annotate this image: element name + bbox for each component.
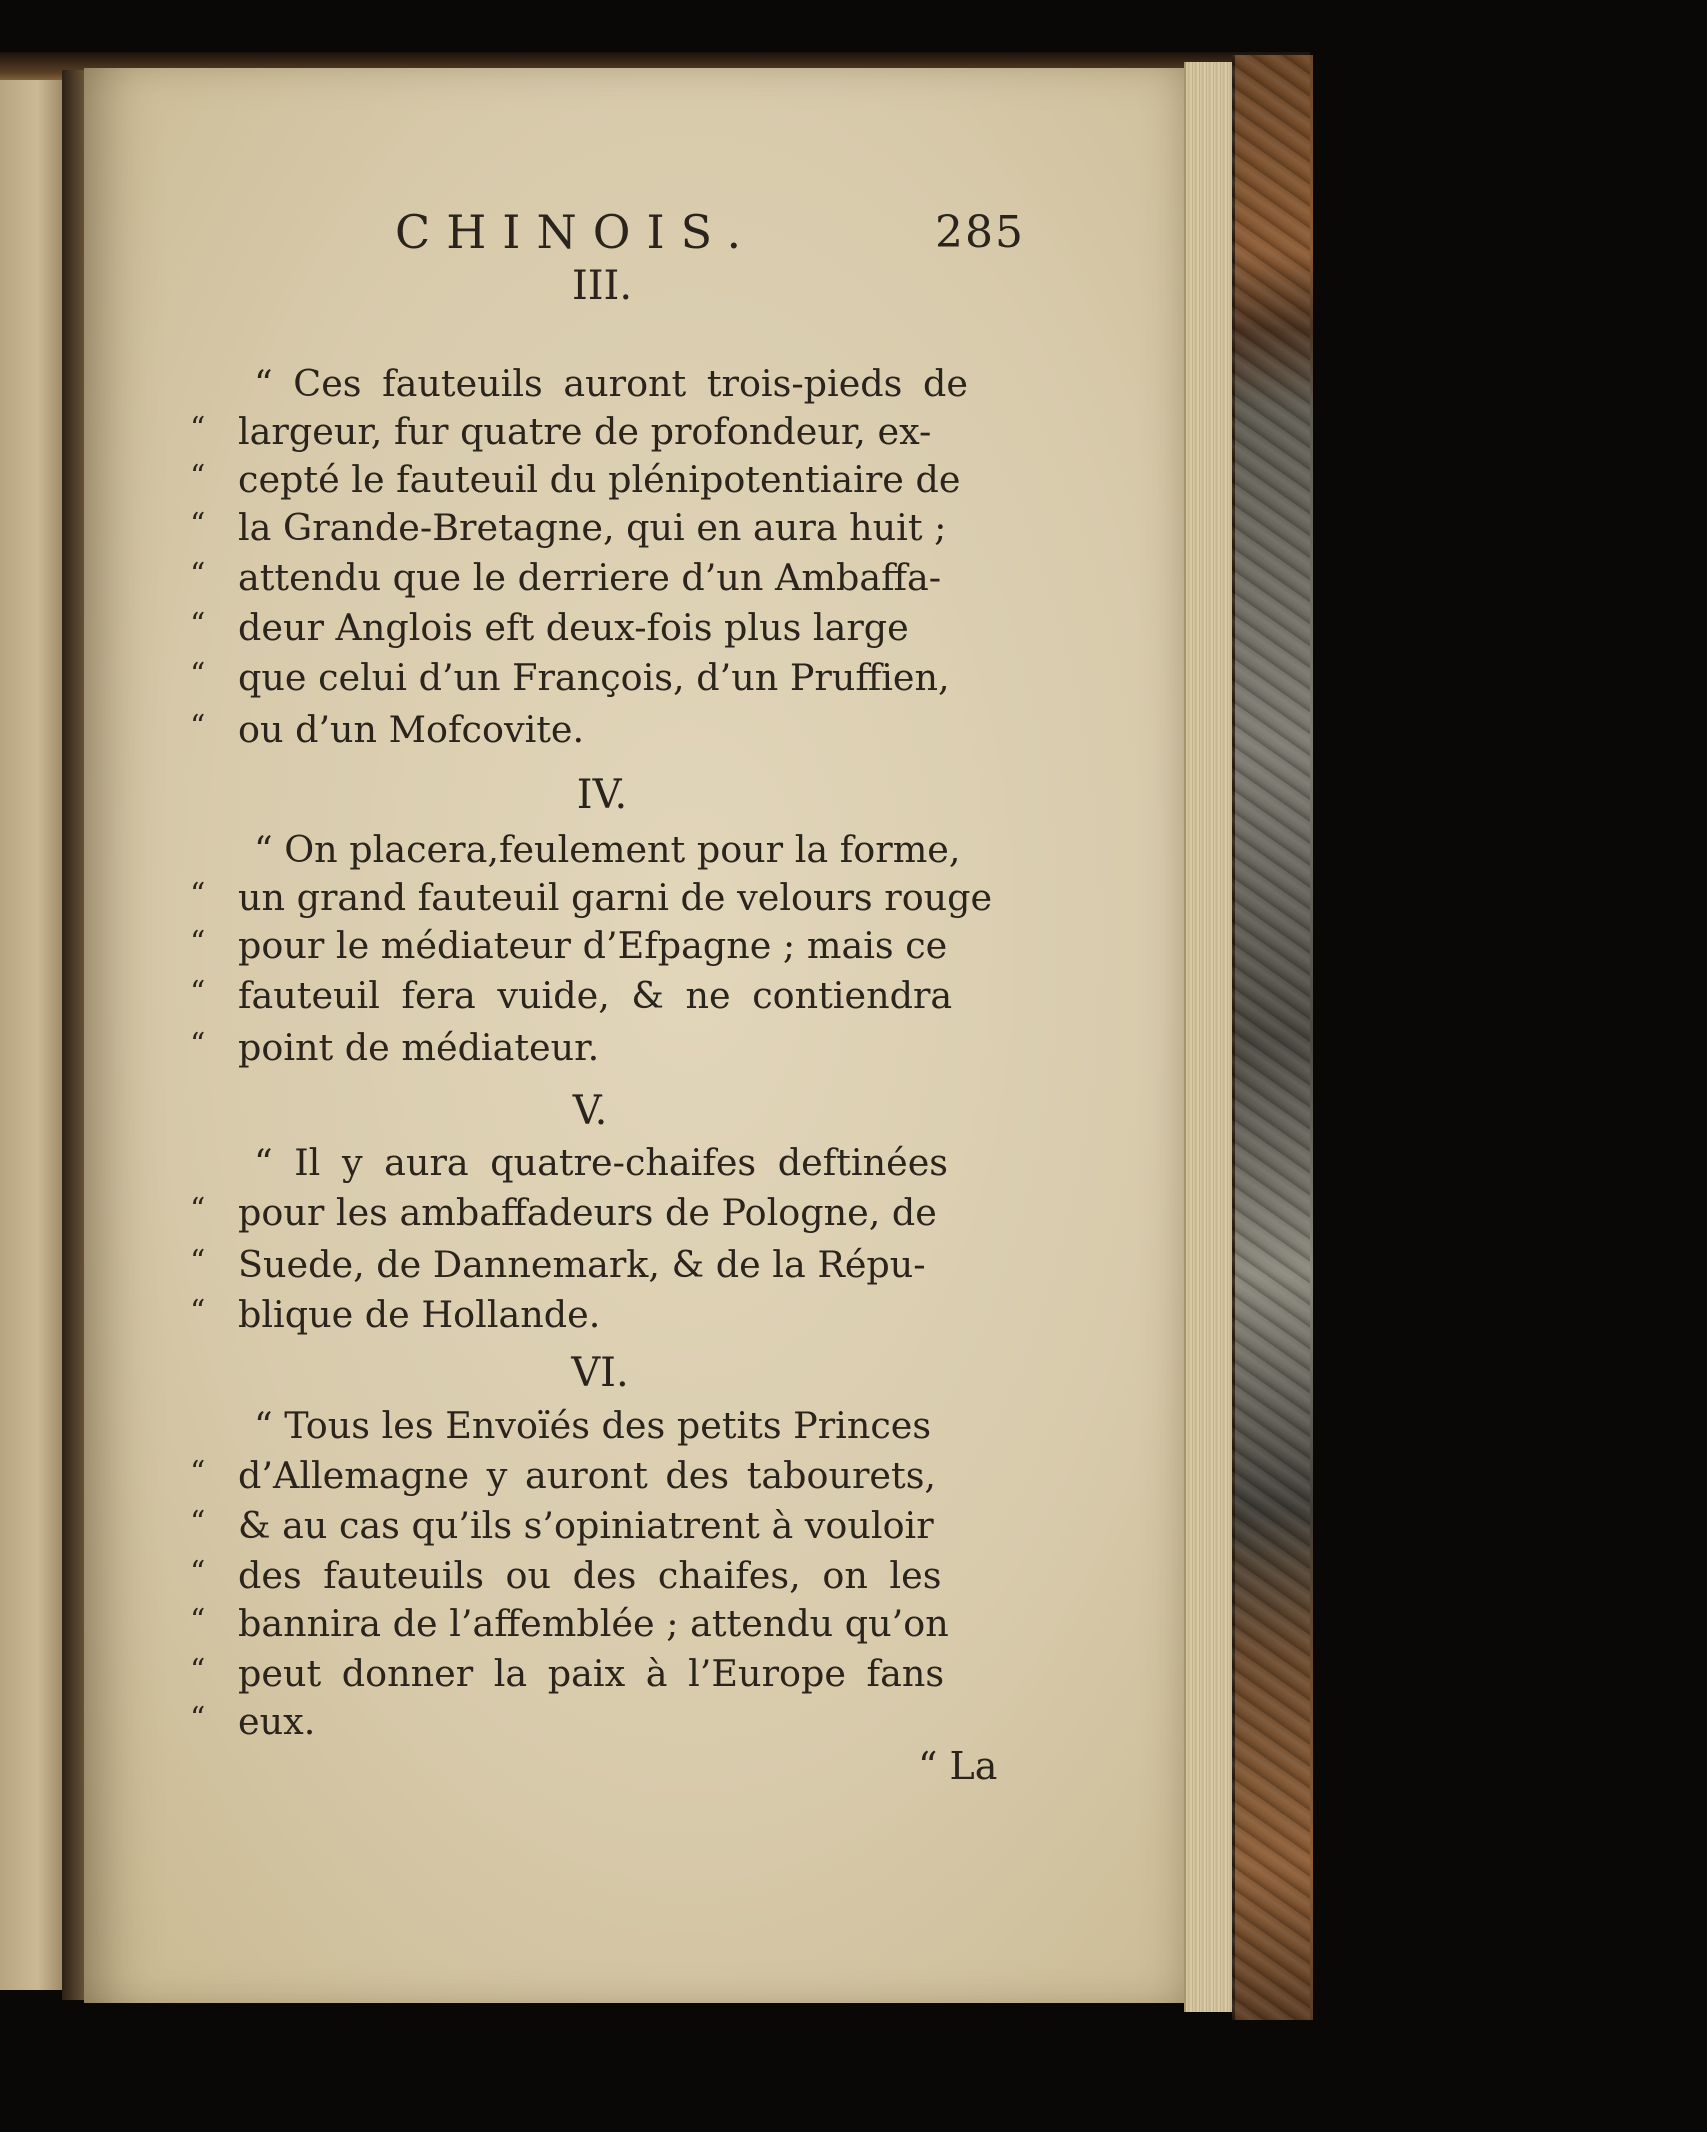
previous-page-edge [0, 80, 65, 1990]
text-line [190, 924, 948, 967]
quote-mark: “ [190, 877, 206, 912]
quote-mark: “ [190, 1455, 206, 1490]
line-text: point de médiateur. [238, 1026, 600, 1069]
line-text: cepté le fauteuil du plénipotentiaire de [238, 458, 961, 501]
line-text: fauteuil fera vuide, & ne contiendra [238, 974, 953, 1017]
line-text: des fauteuils ou des chaifes, on les [238, 1554, 942, 1597]
quote-mark: “ [190, 1244, 206, 1279]
text-line [190, 1191, 937, 1234]
text-line [190, 1243, 926, 1286]
line-text: attendu que le derriere d’un Ambaffa- [238, 556, 942, 599]
quote-mark: “ [190, 507, 206, 542]
quote-mark: “ [190, 557, 206, 592]
text-line: “ Il y aura quatre-chaifes deftinées [254, 1141, 949, 1184]
text-line [190, 1652, 945, 1695]
line-text: que celui d’un François, d’un Pruffien, [238, 656, 950, 699]
text-line [190, 1454, 937, 1497]
quote-mark: “ [190, 1701, 206, 1736]
quote-mark: “ [190, 459, 206, 494]
text-line [190, 708, 585, 751]
line-text: blique de Hollande. [238, 1293, 601, 1336]
line-text: d’Allemagne y auront des tabourets, [238, 1454, 937, 1497]
text-line: “ On placera,feulement pour la forme, [254, 828, 961, 871]
quote-mark: “ [190, 657, 206, 692]
line-text: pour le médiateur d’Efpagne ; mais ce [238, 924, 948, 967]
quote-mark: “ [190, 709, 206, 744]
text-line [190, 1554, 942, 1597]
line-text: largeur, fur quatre de profondeur, ex- [238, 410, 932, 453]
line-text: & au cas qu’ils s’opiniatrent à vouloir [238, 1504, 934, 1547]
quote-mark: “ [190, 607, 206, 642]
book-gutter [62, 70, 86, 2000]
text-line: “ Ces fauteuils auront trois-pieds de [254, 362, 968, 405]
text-line [190, 876, 993, 919]
section-numeral: III. [571, 263, 633, 309]
text-line [190, 606, 909, 649]
text-line [190, 410, 932, 453]
line-text: bannira de l’affemblée ; attendu qu’on [238, 1602, 949, 1645]
line-text: pour les ambaffadeurs de Pologne, de [238, 1191, 937, 1234]
text-line [190, 1602, 949, 1645]
marbled-cover-grain [1232, 55, 1310, 2020]
line-text: deur Anglois eft deux-fois plus large [238, 606, 909, 649]
line-text: un grand fauteuil garni de velours rouge [238, 876, 993, 919]
quote-mark: “ [190, 975, 206, 1010]
text-line [190, 506, 947, 549]
section-numeral: IV. [576, 772, 628, 818]
quote-mark: “ [190, 411, 206, 446]
text-line [190, 1293, 601, 1336]
text-line [190, 1504, 934, 1547]
catchword: “ La [918, 1744, 998, 1788]
line-text: Suede, de Dannemark, & de la Répu- [238, 1243, 926, 1286]
line-text: la Grande-Bretagne, qui en aura huit ; [238, 506, 947, 549]
quote-mark: “ [190, 1027, 206, 1062]
section-numeral: VI. [571, 1350, 629, 1396]
line-text: eux. [238, 1700, 316, 1743]
line-text: ou d’un Mofcovite. [238, 708, 585, 751]
quote-mark: “ [190, 925, 206, 960]
quote-mark: “ [190, 1603, 206, 1638]
page-number: 285 [935, 207, 1025, 258]
text-line [190, 974, 953, 1017]
text-line [190, 556, 942, 599]
quote-mark: “ [190, 1653, 206, 1688]
running-title: CHINOIS. [395, 205, 758, 259]
text-line [190, 458, 961, 501]
quote-mark: “ [190, 1505, 206, 1540]
quote-mark: “ [190, 1294, 206, 1329]
text-line [190, 1026, 600, 1069]
quote-mark: “ [190, 1192, 206, 1227]
text-line [190, 656, 950, 699]
quote-mark: “ [190, 1555, 206, 1590]
text-line: “ Tous les Envoïés des petits Princes [254, 1404, 932, 1447]
line-text: peut donner la paix à l’Europe fans [238, 1652, 945, 1695]
text-line [190, 1700, 316, 1743]
page-block-edges [1184, 62, 1234, 2012]
section-numeral: V. [572, 1088, 608, 1134]
